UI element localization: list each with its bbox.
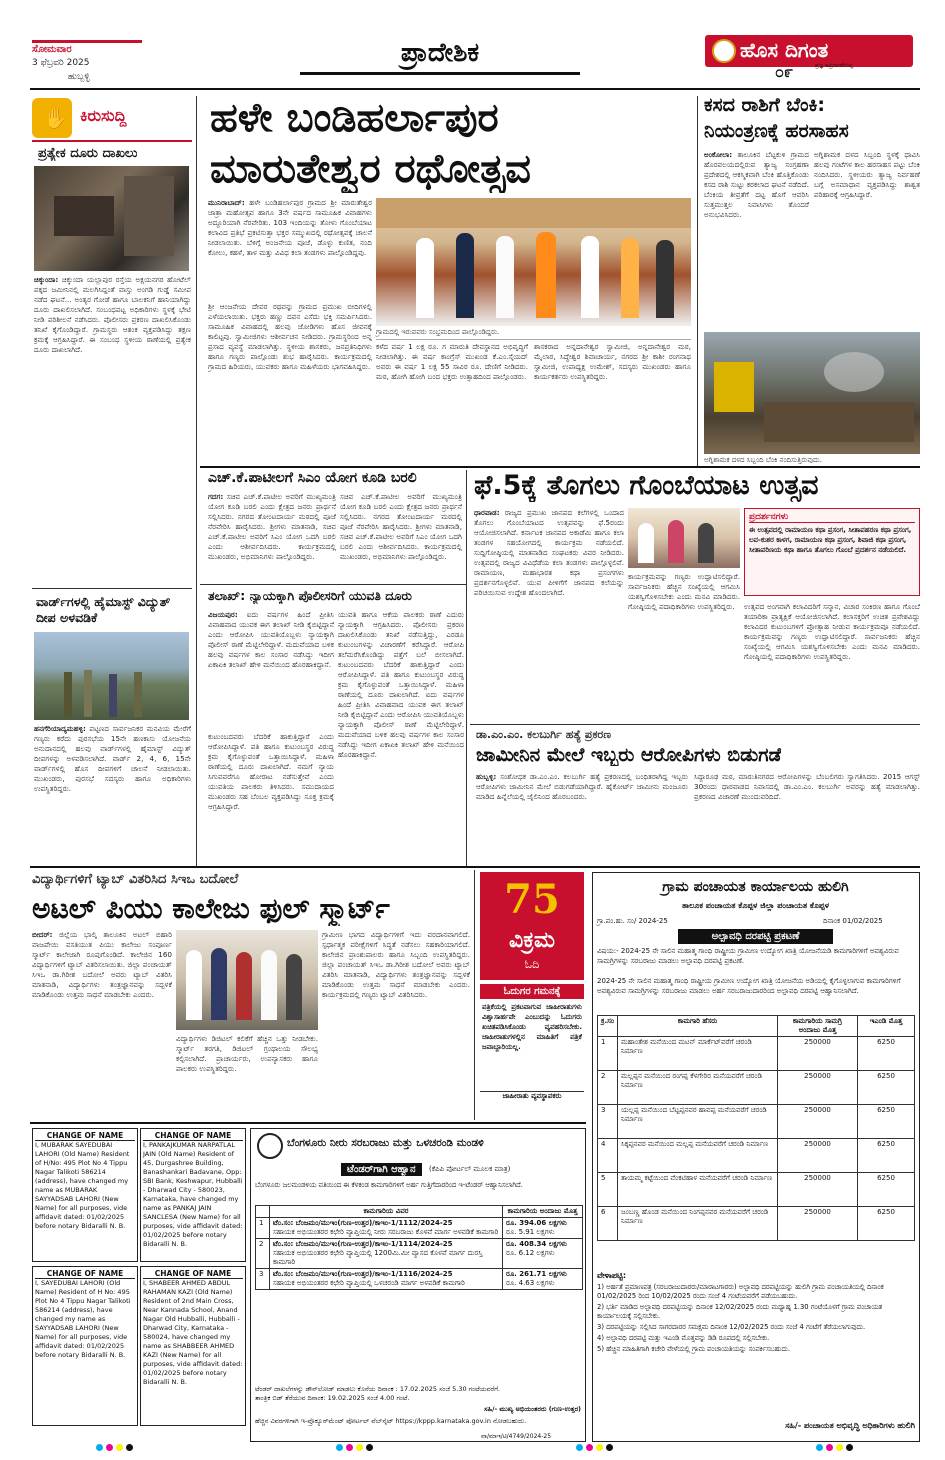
gombeyata-headline: ಫೆ.5ಕ್ಕೆ ತೊಗಲು ಗೊಂಬೆಯಾಟ ಉತ್ಸವ <box>474 470 819 501</box>
header-city: ಹುಬ್ಬಳ್ಳಿ <box>68 72 90 82</box>
lead-col-3 <box>376 342 528 462</box>
panchayat-intro-2: 2024-25 ನೇ ಸಾಲಿನ ಮಹಾತ್ಮ ಗಾಂಧಿ ರಾಷ್ಟ್ರೀಯ ಗ್ರಾಮೀಣ ಉದ್ಯೋಗ ಖಾತ್ರಿ ಯೋಜನೆಯ ಅಡಿಯಲ್ಲಿ ಕೈಗೊಳ್ಳಲಾಗುವ ಕಾಮಗಾರಿಗಳಿಗೆ ಅವಶ್ಯವಿರುವ ಸಾಮಗ್ರಿಗಳನ್ನು ಸರಬರಾಜು ಮಾಡಲು ಅರ್ಹ ಸರಬರಾಜುದಾರರಿಂದ ಅಲ್ಪಾವಧಿ ದರಪಟ್ಟಿ ಆಹ್ವಾನಿಸಲಾಗಿದೆ. <box>597 977 901 995</box>
patil-body-cont: ಸಚಿವ ಎಚ್.ಕೆ.ಪಾಟೀಲ ಅವರಿಗೆ ಮುಖ್ಯಮಂತ್ರಿ ಯೋಗ ಕೂಡಿ ಬರಲಿ ಎಂದು ಕ್ಷೇತ್ರದ ಜನರು ಪ್ರಾರ್ಥನೆ ಸಲ್ಲಿಸಿದರು. ನಗರದ ತೋಂಟದಾರ್ಯ ಮಠದಲ್ಲಿ ಪೂಜೆ ನೆರವೇರಿಸಿ ಹಾರೈಸಿದರು. ಶ್ರೀಗಳು ಮಾತನಾಡಿ, ಸಚಿವ ಎಚ್.ಕೆ.ಪಾಟೀಲ ಅವರಿಗೆ ಸಿಎಂ ಯೋಗ ಒದಗಿ ಬರಲಿ ಎಂದು ಆಶೀರ್ವದಿಸಿದರು. ಕಾರ್ಯಕ್ರಮದಲ್ಲಿ ಮುಖಂಡರು, ಅಭಿಮಾನಿಗಳು ಪಾಲ್ಗೊಂಡಿದ್ದರು. <box>340 492 462 561</box>
name-change-title: CHANGE OF NAME <box>143 1269 243 1279</box>
section-title: ಪ್ರಾದೇಶಿಕ <box>400 38 480 68</box>
kasada-body-2: ಅಗ್ನಿಶಾಮಕ ದಳದ ಸಿಬ್ಬಂದಿ ಸ್ಥಳಕ್ಕೆ ಧಾವಿಸಿ ಹಲವು ಗಂಟೆಗಳ ಕಾಲ ಹರಸಾಹಸ ಪಟ್ಟು ಬೆಂಕಿ ನಂದಿಸಿದರು. ಸ್ಥಳೀಯರು ತ್ಯಾಜ್ಯ ನಿರ್ವಹಣೆ ಬಗ್ಗೆ ಅಸಮಾಧಾನ ವ್ಯಕ್ತಪಡಿಸಿದ್ದು ಶಾಶ್ವತ ಪರಿಹಾರಕ್ಕೆ ಆಗ್ರಹಿಸಿದ್ದಾರೆ. <box>814 150 920 199</box>
tender-title: ಟೆಂಡರ್‌ಗಾಗಿ ಆಹ್ವಾನ <box>341 1163 422 1176</box>
col-work: ಕಾಮಗಾರಿ ಹೆಸರು <box>618 1016 778 1037</box>
table-row: 3 ಟೆಂ.ಸಂ: ಬೆಂಜಮಂ/ಮುಇಂ(ಗುಣ-ಉತ್ತರ)/ಕಾಇಂ-1/1116/2024-25 ಸಹಾಯಕ ಅಭಿಯಂತರರ ಕಛೇರಿ ವ್ಯಾಪ್ತಿಯಲ್ಲಿ ಒಳಚರಂಡಿ ಮಾರ್ಗ ಅಳವಡಿಕೆ ಕಾಮಗಾರಿ ರೂ. 261.71 ಲಕ್ಷಗಳು ರೂ. 4.63 ಲಕ್ಷಗಳು <box>256 1269 583 1290</box>
talluk-col-2 <box>338 610 464 860</box>
atal-rule <box>474 870 475 1120</box>
atal-col-3 <box>322 930 470 1116</box>
kasada-photo <box>704 332 920 454</box>
ads-rule <box>30 1122 586 1124</box>
talluk-dateline: ವಿಜಯಪುರ: <box>208 610 238 619</box>
kasada-dateline: ಅಂಕೋಲಾ: <box>704 150 733 159</box>
lead-dateline: ಮುನಿರಾಬಾದ್: <box>208 198 245 207</box>
schedule-item: 1) ಅರ್ಹತೆ ಪ್ರಮಾಣಪತ್ರ (ಸರಬರಾಜುದಾರರು/ಮಾರಾಟಗಾರರು) ಅಲ್ಪಾವಧಿ ದರಪಟ್ಟಿಯನ್ನು ಹುಲಿಗಿ ಗ್ರಾಮ ಪಂಚಾಯತಿಯಲ್ಲಿ ದಿನಾಂಕ 01/02/2025 ರಿಂದ 10/02/2025 ರಂದು ಸಂಜೆ 4 ಗಂಟೆಯವರೆಗೆ ಪಡೆಯಬಹುದು. <box>597 1283 884 1300</box>
gombeyata-body-3: ಕಾರ್ಯಕ್ರಮವನ್ನು ಗಣ್ಯರು ಉದ್ಘಾಟಿಸಲಿದ್ದಾರೆ. ಸಾರ್ವಜನಿಕರು ಹೆಚ್ಚಿನ ಸಂಖ್ಯೆಯಲ್ಲಿ ಆಗಮಿಸಿ ಯಶಸ್ವಿಗೊಳಿಸಬೇಕು ಎಂದು ಮನವಿ ಮಾಡಿದರು. ಗೋಷ್ಠಿಯಲ್ಲಿ ಪದಾಧಿಕಾರಿಗಳು ಉಪಸ್ಥಿತರಿದ್ದರು. <box>628 572 740 611</box>
talluk-col-1 <box>208 610 334 728</box>
gombeyata-body-4b: ಕಾರ್ಯಕ್ರಮವನ್ನು ಗಣ್ಯರು ಉದ್ಘಾಟಿಸಲಿದ್ದಾರೆ. ಸಾರ್ವಜನಿಕರು ಹೆಚ್ಚಿನ ಸಂಖ್ಯೆಯಲ್ಲಿ ಆಗಮಿಸಿ ಯಶಸ್ವಿಗೊಳಿಸಬೇಕು ಎಂದು ಮನವಿ ಮಾಡಿದರು. ಗೋಷ್ಠಿಯಲ್ಲಿ ಪದಾಧಿಕಾರಿಗಳು ಉಪಸ್ಥಿತರಿದ್ದರು. <box>744 632 920 661</box>
name-change-4 <box>140 1266 246 1426</box>
schedule-title: ವೇಳಾಪಟ್ಟಿ: <box>597 1271 627 1280</box>
vikrama-tag: ಓದಿ <box>524 958 540 971</box>
reader-box <box>480 984 584 1116</box>
patil-col-1 <box>208 492 336 580</box>
name-change-body: I, MUBARAK SAYEDUBAI LAHORI (Old Name) Resident of H/No: 495 Plot No 4 Tippu Nagar Talikoti 586214 (address), have changed my name as MUBARAK SAYYADSAB LAHORI (New Name) for all purposes, vide affidavit dated: 01/02/2025 before notary Bidaralli N. B. <box>35 1141 130 1230</box>
fire-damage-photo <box>34 166 189 271</box>
name-change-3 <box>32 1266 138 1426</box>
kasada-col-1 <box>704 150 809 345</box>
patil-body: ಸಚಿವ ಎಚ್.ಕೆ.ಪಾಟೀಲ ಅವರಿಗೆ ಮುಖ್ಯಮಂತ್ರಿ ಯೋಗ ಕೂಡಿ ಬರಲಿ ಎಂದು ಕ್ಷೇತ್ರದ ಜನರು ಪ್ರಾರ್ಥನೆ ಸಲ್ಲಿಸಿದರು. ನಗರದ ತೋಂಟದಾರ್ಯ ಮಠದಲ್ಲಿ ಪೂಜೆ ನೆರವೇರಿಸಿ ಹಾರೈಸಿದರು. ಶ್ರೀಗಳು ಮಾತನಾಡಿ, ಸಚಿವ ಎಚ್.ಕೆ.ಪಾಟೀಲ ಅವರಿಗೆ ಸಿಎಂ ಯೋಗ ಒದಗಿ ಬರಲಿ ಎಂದು ಆಶೀರ್ವದಿಸಿದರು. ಕಾರ್ಯಕ್ರಮದಲ್ಲಿ ಮುಖಂಡರು, ಅಭಿಮಾನಿಗಳು ಪಾಲ್ಗೊಂಡಿದ್ದರು. <box>208 492 336 561</box>
name-change-title: CHANGE OF NAME <box>143 1131 243 1141</box>
kirusuddi-label: ಕಿರುಸುದ್ದಿ <box>80 106 127 125</box>
mid-rule-3 <box>470 724 920 725</box>
tender-col-desc: ಕಾಮಗಾರಿಯ ವಿವರ <box>270 1206 503 1218</box>
atal-body-4b: ಜಿಲ್ಲಾ ಪಂಚಾಯತ್ ಸಿಇಒ ಡಾ.ಗಿರೀಶ ಬದೋಲೆ ಅವರು ಟ್ಯಾಬ್ ವಿತರಿಸಿ ಮಾತನಾಡಿ, ವಿದ್ಯಾರ್ಥಿಗಳು ತಂತ್ರಜ್ಞಾನವನ್ನು ಸದ್ಬಳಕೆ ಮಾಡಿಕೊಂಡು ಉತ್ತಮ ಸಾಧನೆ ಮಾಡಬೇಕು ಎಂದರು. <box>322 960 470 989</box>
reader-title: ಓದುಗರ ಗಮನಕ್ಕೆ <box>480 984 584 999</box>
atal-dateline: ಬೀದರ್: <box>32 930 53 939</box>
name-change-body: I, PANKAJKUMAR NARPATLAL JAIN (Old Name) Resident of 45, Durgashree Building, Banashankari Badavane, Opp: SBI Bank, Keshwapur, Hubballi - Dharwad City - 580023, Karnataka, have changed my name as PANKAJ JAIN SANCLESA (New Name) for all purposes, vide affidavit dated: 01/02/2025 before notary Bidaralli N. B. <box>143 1141 243 1248</box>
atal-col-2 <box>176 1034 318 1116</box>
table-row: 1 ಟೆಂ.ಸಂ: ಬೆಂಜಮಂ/ಮುಇಂ(ಗುಣ-ಉತ್ತರ)/ಕಾಇಂ-1/1112/2024-25 ಸಹಾಯಕ ಅಭಿಯಂತರರ ಕಛೇರಿ ವ್ಯಾಪ್ತಿಯಲ್ಲಿ ನೀರು ಸರಬರಾಜು ಕೊಳವೆ ಮಾರ್ಗ ಅಳವಡಿಕೆ ಕಾಮಗಾರಿ ರೂ. 394.06 ಲಕ್ಷಗಳು ರೂ. 5.91 ಲಕ್ಷಗಳು <box>256 1218 583 1239</box>
sidebox-body: ಈ ಉತ್ಸವದಲ್ಲಿ ರಾಮಾಯಣ ಕಥಾ ಪ್ರಸಂಗ, ಸೀತಾಪಹರಣ ಕಥಾ ಪ್ರಸಂಗ, ಲವ-ಕುಶರ ಕಾಳಗ, ರಾಮಾಯಣ ಕಥಾ ಪ್ರಸಂಗ, ಶಿವಾಜಿ ಕಥಾ ಪ್ರಸಂಗ, ಸೀತಾಪರಿಣಯ ಕಥಾ ಹಾಗೂ ತೊಗಲು ಗೊಂಬೆ ಪ್ರದರ್ಶನ ನಡೆಯಲಿದೆ. <box>749 526 912 554</box>
kalburgi-col-1 <box>476 772 688 860</box>
table-row: 3 ಯಲ್ಲಪ್ಪ ಮನೆಯಿಂದ ಬೆಟ್ಟಪ್ಪನವರ ಹಾವಪ್ಪ ಮನೆಯವರೆಗೆ ಚರಂಡಿ ನಿರ್ಮಾಣ 250000 6250 <box>598 1105 915 1139</box>
lead-col-4 <box>534 342 691 462</box>
kalburgi-headline: ಜಾಮೀನಿನ ಮೇಲೆ ಇಬ್ಬರು ಆರೋಪಿಗಳು ಬಿಡುಗಡೆ <box>476 744 782 766</box>
kalburgi-dateline: ಹುಬ್ಬಳ್ಳಿ: <box>476 772 497 781</box>
atal-body-2: ಜಿಲ್ಲಾ ಪಂಚಾಯತ್ ಸಿಇಒ ಡಾ.ಗಿರೀಶ ಬದೋಲೆ ಅವರು ಟ್ಯಾಬ್ ವಿತರಿಸಿ ಮಾತನಾಡಿ, ವಿದ್ಯಾರ್ಥಿಗಳು ತಂತ್ರಜ್ಞಾನವನ್ನು ಸದ್ಬಳಕೆ ಮಾಡಿಕೊಂಡು ಉತ್ತಮ ಸಾಧನೆ ಮಾಡಬೇಕು ಎಂದರು. <box>32 960 172 999</box>
talluk-body-1: ಐದು ವರ್ಷಗಳ ಹಿಂದೆ ಪ್ರೀತಿಸಿ ವಿವಾಹವಾದ ಯುವಕ ಈಗ ತಲಾಖ್ ನೀಡಿ ಕೈಬಿಟ್ಟಿದ್ದಾನೆ ಎಂದು ಆರೋಪಿಸಿ ಯುವತಿಯೊಬ್ಬಳು ನ್ಯಾಯಕ್ಕಾಗಿ ಪೊಲೀಸ್ ಠಾಣೆ ಮೆಟ್ಟಿಲೇರಿದ್ದಾಳೆ. ಮದುವೆಯಾದ ಬಳಿಕ ಹಲವು ವರ್ಷಗಳ ಕಾಲ ಸಂಸಾರ ನಡೆಸಿದ್ದು ಇದೀಗ ಏಕಾಏಕಿ ತಲಾಖ್ ಹೇಳಿ ಮನೆಯಿಂದ ಹೊರಹಾಕಿದ್ದಾನೆ. <box>208 610 334 669</box>
vikrama-number: 75 <box>504 876 560 923</box>
talluk-col-1b <box>208 732 334 860</box>
table-row: 2 ಟೆಂ.ಸಂ: ಬೆಂಜಮಂ/ಮುಇಂ(ಗುಣ-ಉತ್ತರ)/ಕಾಇಂ-1/1114/2024-25 ಸಹಾಯಕ ಅಭಿಯಂತರರ ಕಛೇರಿ ವ್ಯಾಪ್ತಿಯಲ್ಲಿ 1200ಮಿ.ಮೀ ವ್ಯಾಸದ ಕೊಳವೆ ಮಾರ್ಗ ದುರಸ್ತಿ ಕಾಮಗಾರಿ ರೂ. 408.34 ಲಕ್ಷಗಳು ರೂ. 6.12 ಲಕ್ಷಗಳು <box>256 1239 583 1269</box>
hand-icon: ✋ <box>43 106 68 130</box>
panchayat-signature: ಸಹಿ/- ಪಂಚಾಯತ ಅಭಿವೃದ್ಧಿ ಅಧಿಕಾರಿಗಳು ಹುಲಿಗಿ <box>785 1421 915 1430</box>
panchayat-date: ದಿನಾಂಕ 01/02/2025 <box>823 917 883 925</box>
lead-body-2: ಶ್ರೀ ಆಂಜನೇಯ ದೇವರ ರಥವನ್ನು ಗ್ರಾಮದ ಪ್ರಮುಖ ಬೀದಿಗಳಲ್ಲಿ ಎಳೆಯಲಾಯಿತು. ಭಕ್ತರು ಹಣ್ಣು ದವನ ಎಸೆದು ಭಕ್ತಿ ಸಮರ್ಪಿಸಿದರು. ಸಾಮೂಹಿಕ ವಿವಾಹದಲ್ಲಿ ಹಲವು ಜೋಡಿಗಳು ಹೊಸ ಜೀವನಕ್ಕೆ ಕಾಲಿಟ್ಟವು. ಸ್ವಾಮೀಜಿಗಳು ಆಶೀರ್ವಚನ ನೀಡಿದರು. <box>208 302 372 341</box>
tender-footer-1: ಟೆಂಡರ್ ದಾಖಲೆಗಳನ್ನು ಡೌನ್‌ಲೋಡ್ ಮಾಡಲು ಕೊನೆಯ ದಿನಾಂಕ : 17.02.2025 ಸಂಜೆ 5.30 ಗಂಟೆಯವರೆಗೆ. ತಾಂತ್ರಿಕ ಬಿಡ್ ತೆರೆಯುವ ದಿನಾಂಕ: 19.02.2025 ಸಂಜೆ 4.00 ಗಂಟೆ. <box>255 1385 501 1402</box>
talluk-headline: ತಲಾಖ್: ನ್ಯಾಯಕ್ಕಾಗಿ ಪೊಲೀಸರಿಗೆ ಯುವತಿ ದೂರು <box>208 588 412 603</box>
lead-body-1: ಹಳೇ ಬಂಡಿಹರ್ಲಾಪುರ ಗ್ರಾಮದ ಶ್ರೀ ಮಾರುತೇಶ್ವರ ಜಾತ್ರಾ ಮಹೋತ್ಸವ ಹಾಗೂ 3ನೇ ವರ್ಷದ ಸಾಮೂಹಿಕ ವಿವಾಹಗಳು ಅದ್ದೂರಿಯಾಗಿ ನೆರವೇರಿತು. 103 ಇಂದಿಯನ್ನು ತೋಳು ಗೊಂಬೆಯಾಟ ಕಲಾವಿದ ಪ್ರತಿಭೆ ಪ್ರಕಟಿಸುತ್ತಾ ಭಕ್ತರ ಸಮ್ಮುಖದಲ್ಲಿ ರಥೋತ್ಸವಕ್ಕೆ ಚಾಲನೆ ನೀಡಲಾಯಿತು. ಬೆಳಿಗ್ಗೆ ಅಂಜನೇಯ ಪೂಜೆ, ಡೊಳ್ಳು ಕುಣಿತ, ನಂದಿ ಕೋಲು, ಕಹಳೆ, ತಾಳ ಮತ್ತು ವಿವಿಧ ಕಲಾ ತಂಡಗಳು ಪಾಲ್ಗೊಂಡಿದ್ದವು. <box>208 198 372 257</box>
talluk-body-2b: ಕುಟುಂಬದವರು ಬೆದರಿಕೆ ಹಾಕುತ್ತಿದ್ದಾರೆ ಎಂದು ಆರೋಪಿಸಿದ್ದಾಳೆ. ಪತಿ ಹಾಗೂ ಕುಟುಂಬಸ್ಥರ ವಿರುದ್ಧ ಕ್ರಮ ಕೈಗೊಳ್ಳುವಂತೆ ಒತ್ತಾಯಿಸಿದ್ದಾಳೆ. ಮಹಿಳಾ ಠಾಣೆಯಲ್ಲಿ ದೂರು ದಾಖಲಾಗಿದೆ. <box>338 660 464 699</box>
talluk-body-3: ಯುವತಿ ಹಾಗೂ ಆಕೆಯ ಪಾಲಕರು ಠಾಣೆ ಎದುರು ನ್ಯಾಯಕ್ಕಾಗಿ ಆಗ್ರಹಿಸಿದರು. ಪೊಲೀಸರು ಪ್ರಕರಣ ದಾಖಲಿಸಿಕೊಂಡು ತನಿಖೆ ನಡೆಸುತ್ತಿದ್ದು, ಎರಡೂ ಕುಟುಂಬಗಳನ್ನು ವಿಚಾರಣೆಗೆ ಕರೆಸಿದ್ದಾರೆ. ಆರೋಪಿ ತಲೆಮರೆಸಿಕೊಂಡಿದ್ದು ಪತ್ತೆಗೆ ಬಲೆ ಬೀಸಲಾಗಿದೆ. <box>338 610 464 659</box>
lead-body-3: ಗ್ರಾಮಸ್ಥರಿಂದ ಅನ್ನ ಪ್ರಸಾದ ವ್ಯವಸ್ಥೆ ಮಾಡಲಾಗಿತ್ತು. ಸ್ಥಳೀಯ ಶಾಸಕರು, ಜನಪ್ರತಿನಿಧಿಗಳು ಹಾಗೂ ಗಣ್ಯರು ಪಾಲ್ಗೊಂಡು ಶುಭ ಹಾರೈಸಿದರು. ಕಾರ್ಯಕ್ರಮದಲ್ಲಿ ಗ್ರಾಮದ ಹಿರಿಯರು, ಯುವಕರು ಹಾಗೂ ಮಹಿಳೆಯರು ಭಾಗವಹಿಸಿದ್ದರು. <box>208 332 372 371</box>
lead-col-2 <box>208 302 372 462</box>
hymast-body <box>34 724 191 858</box>
reader-footer: ಜಾಹೀರಾತು ವ್ಯವಸ್ಥಾಪಕರು <box>480 1091 584 1101</box>
tender-code: ವಾ/ಮಾಇ/ಟಿ/4749/2024-25 <box>481 1433 552 1440</box>
section-underline <box>300 72 580 75</box>
masthead-logo-icon <box>712 39 736 63</box>
table-row: 5 ತಾಯಮ್ಮ ಕಟ್ಟೆಯಿಂದ ವೆಂಕಟಿಹಾಳ ಮನೆಯವರೆಗೆ ಚರಂಡಿ ನಿರ್ಮಾಣ 250000 6250 <box>598 1173 915 1207</box>
atal-col-1 <box>32 930 172 1116</box>
center-right-rule <box>697 96 698 466</box>
atal-headline: ಅಟಲ್ ಪಿಯು ಕಾಲೇಜು ಫುಲ್ ಸ್ಮಾರ್ಟ್ <box>32 892 390 925</box>
atal-body-1: ಜಿಲ್ಲೆಯ ಭಾಲ್ಕಿ ತಾಲೂಕಿನ ಅಟಲ್ ಬಿಹಾರಿ ವಾಜಪೇಯಿ ವಸತಿಯುತ ಪಿಯು ಕಾಲೇಜು ಸಂಪೂರ್ಣ ಸ್ಮಾರ್ಟ್ ಕಾಲೇಜಾಗಿ ರೂಪುಗೊಂಡಿದೆ. ಕಾಲೇಜಿನ 160 ವಿದ್ಯಾರ್ಥಿಗಳಿಗೆ ಟ್ಯಾಬ್ ವಿತರಿಸಲಾಯಿತು. <box>32 930 172 969</box>
kasada-caption: ಅಗ್ನಿಶಾಮಕ ದಳದ ಸಿಬ್ಬಂದಿ ಬೆಂಕಿ ನಂದಿಸುತ್ತಿರುವುದು. <box>704 456 822 464</box>
hymast-dateline: ಹನಗೆರಿಯಾದ್ಯಮಹಳ್ಳಿ: <box>34 724 86 733</box>
gombeyata-col-3 <box>744 602 920 718</box>
schedule-item: 5) ಹೆಚ್ಚಿನ ಮಾಹಿತಿಗಾಗಿ ಕಚೇರಿ ವೇಳೆಯಲ್ಲಿ ಗ್ರಾಮ ಪಂಚಾಯತಿಯನ್ನು ಸಂಪರ್ಕಿಸಬಹುದು. <box>597 1345 791 1353</box>
kalburgi-kicker: ಡಾ.ಎಂ.ಎಂ. ಕಲಬುರ್ಗಿ ಹತ್ಯೆ ಪ್ರಕರಣ <box>476 728 612 741</box>
left-divider-1 <box>32 588 192 589</box>
vikrama-name: ವಿಕ್ರಮ <box>509 928 555 953</box>
panchayat-ref: ಗ್ರಾ.ಪಂ.ಹು. ಸಂ/ 2024-25 <box>597 917 668 925</box>
lead-headline-1: ಹಳೇ ಬಂಡಿಹರ್ಲಾಪುರ <box>210 95 499 141</box>
patil-headline: ಎಚ್.ಕೆ.ಪಾಟೀಲಗೆ ಸಿಎಂ ಯೋಗ ಕೂಡಿ ಬರಲಿ <box>208 470 417 486</box>
schedule-item: 4) ಅಲ್ಪಾವಧಿ ದರಪಟ್ಟಿ ಮತ್ತು ಇಎಂಡಿ ಮೊತ್ತವನ್ನು ಡಿಡಿ ರೂಪದಲ್ಲಿ ಸಲ್ಲಿಸಬೇಕು. <box>597 1334 770 1342</box>
panchayat-notice <box>592 872 920 1442</box>
lead-photo <box>376 198 691 326</box>
kirusuddi-body <box>34 275 191 580</box>
tender-table <box>255 1205 583 1290</box>
lead-col-1 <box>208 198 372 298</box>
mid-rule-1 <box>200 466 920 468</box>
tender-rows <box>256 1218 583 1290</box>
gombeyata-col-1 <box>474 508 624 718</box>
masthead-title: ಹೊಸ ದಿಗಂತ <box>740 38 829 62</box>
tender-subtitle: (ಕೆಪಿಪಿ ಪೋರ್ಟಲ್ ಮೂಲಕ ಮಾತ್ರ) <box>429 1165 511 1173</box>
gombeyata-body-1: ರಾಜ್ಯದ ಪ್ರಮುಖ ಜಾನಪದ ಕಲೆಗಳಲ್ಲಿ ಒಂದಾದ ತೊಗಲು ಗೊಂಬೆಯಾಟದ ಉತ್ಸವವನ್ನು ಫೆ.5ರಂದು ಆಯೋಜಿಸಲಾಗಿದೆ. ಕರ್ನಾಟಕ ಜಾನಪದ ಅಕಾಡೆಮಿ ಹಾಗೂ ಕಲಾ ತಂಡಗಳ ಸಹಯೋಗದಲ್ಲಿ ಕಾರ್ಯಕ್ರಮ ನಡೆಯಲಿದೆ. ಸುದ್ದಿಗೋಷ್ಠಿಯಲ್ಲಿ ಮಾತನಾಡಿದ ಸಂಘಟಕರು ವಿವರ ನೀಡಿದರು. <box>474 508 624 557</box>
col-amount: ಕಾಮಗಾರಿಯ ಸಾಮಗ್ರಿ ಅಂದಾಜು ಮೊತ್ತ <box>778 1016 858 1037</box>
hymast-text: ಪಟ್ಟಣದ ಸಾರ್ವಜನಿಕರ ಮನವಿಯ ಮೇರೆಗೆ ಗಣ್ಯರು ಕರೆದು ಪುರಸಭೆಯ 15ನೇ ಹಣಕಾಸು ಯೋಜನೆಯ ಅನುದಾನದಲ್ಲಿ ಹಲವು ವಾರ್ಡ್‌ಗಳಲ್ಲಿ ಹೈಮಾಸ್ಟ್ ವಿದ್ಯುತ್ ದೀಪಗಳನ್ನು ಅಳವಡಿಸಲಾಗಿದೆ. ವಾರ್ಡ್ 2, 4, 6, 15ನೇ ವಾರ್ಡ್‌ಗಳಲ್ಲಿ ಹೊಸ ದೀಪಗಳಿಗೆ ಚಾಲನೆ ನೀಡಲಾಯಿತು. ಮುಖಂಡರು, ಪುರಸಭೆ ಸದಸ್ಯರು ಹಾಗೂ ಅಧಿಕಾರಿಗಳು ಉಪಸ್ಥಿತರಿದ್ದರು. <box>34 724 191 793</box>
masthead-tagline: ಪ್ರಜ್ಞ ಅಪ್ರಿಯವೇನಿಲ್ಲ <box>815 62 854 69</box>
kasada-body-1: ತಾಲೂಕಿನ ಬೆಟ್ಟಕುಳಿ ಗ್ರಾಮದ ಹೊರವಲಯದಲ್ಲಿರುವ ತ್ಯಾಜ್ಯ ಸಂಗ್ರಹಣಾ ಪ್ರದೇಶದಲ್ಲಿ ಆಕಸ್ಮಿಕವಾಗಿ ಬೆಂಕಿ ಹೊತ್ತಿಕೊಂಡು ಕಸದ ರಾಶಿ ಸುಟ್ಟು ಕರಕಲಾದ ಘಟನೆ ನಡೆದಿದೆ. ಬೆಂಕಿಯ ತೀವ್ರತೆಗೆ ದಟ್ಟ ಹೊಗೆ ಆವರಿಸಿ ಸುತ್ತಮುತ್ತಲ ನಿವಾಸಿಗಳು ತೊಂದರೆ ಅನುಭವಿಸಿದರು. <box>704 150 809 219</box>
atal-kicker: ವಿದ್ಯಾರ್ಥಿಗಳಿಗೆ ಟ್ಯಾಬ್ ವಿತರಿಸಿದ ಸಿಇಒ ಬದೋಲೆ <box>32 872 239 887</box>
kasada-col-2 <box>814 150 920 328</box>
talluk-body-4: ನಮಗೆ ನ್ಯಾಯ ಸಿಗುವವರೆಗೂ ಹೋರಾಟ ನಡೆಸುತ್ತೇವೆ ಎಂದು ಯುವತಿಯ ಪಾಲಕರು ತಿಳಿಸಿದರು. ಸಮುದಾಯದ ಮುಖಂಡರು ಸಹ ಬೆಂಬಲ ವ್ಯಕ್ತಪಡಿಸಿದ್ದು ಸೂಕ್ತ ಕ್ರಮಕ್ಕೆ ಆಗ್ರಹಿಸಿದ್ದಾರೆ. <box>208 762 334 811</box>
kalburgi-body-2: ಸಿದ್ದಾರೂಢ ಮಠ, ಮಾರುತಿನಗರದ ಆರೋಪಿಗಳನ್ನು ಬೆಂಬಲಿಗರು ಸ್ವಾಗತಿಸಿದರು. 2015 ಆಗಸ್ಟ್ 30ರಂದು ಧಾರವಾಡದ ನಿವಾಸದಲ್ಲಿ ಡಾ.ಎಂ.ಎಂ. ಕಲಬುರ್ಗಿ ಅವರನ್ನು ಹತ್ಯೆ ಮಾಡಲಾಗಿತ್ತು. ಪ್ರಕರಣದ ವಿಚಾರಣೆ ಮುಂದುವರಿದಿದೆ. <box>694 772 920 801</box>
bottom-section-rule <box>30 866 920 868</box>
gombeyata-body-2: ಉತ್ಸವದಲ್ಲಿ ರಾಜ್ಯದ ವಿವಿಧೆಡೆಯ ಕಲಾ ತಂಡಗಳು ಪಾಲ್ಗೊಳ್ಳಲಿವೆ. ರಾಮಾಯಣ, ಮಹಾಭಾರತ ಕಥಾ ಪ್ರಸಂಗಗಳು ಪ್ರದರ್ಶನಗೊಳ್ಳಲಿವೆ. ಯುವ ಪೀಳಿಗೆಗೆ ಜಾನಪದ ಕಲೆಯನ್ನು ಪರಿಚಯಿಸುವ ಉದ್ದೇಶ ಹೊಂದಲಾಗಿದೆ. <box>474 558 624 597</box>
tender-sign: ಸಹಿ/- ಮುಖ್ಯ ಅಭಿಯಂತರರು (ಗುಣ-ಉತ್ತರ) <box>484 1405 581 1413</box>
kasada-headline-2: ನಿಯಂತ್ರಣಕ್ಕೆ ಹರಸಾಹಸ <box>704 120 849 142</box>
schedule-list <box>597 1283 915 1356</box>
panchayat-intro: ವಿಷಯ:- 2024-25 ನೇ ಸಾಲಿನ ಮಹಾತ್ಮ ಗಾಂಧಿ ರಾಷ್ಟ್ರೀಯ ಗ್ರಾಮೀಣ ಉದ್ಯೋಗ ಖಾತ್ರಿ ಯೋಜನೆಯಡಿ ಕಾಮಗಾರಿಗಳಿಗೆ ಅವಶ್ಯವಿರುವ ಸಾಮಗ್ರಿಗಳನ್ನು ಸರಬರಾಜು ಮಾಡಲು ಅಲ್ಪಾವಧಿ ದರಪಟ್ಟಿ ಪ್ರಕಟಣೆ. <box>597 947 899 965</box>
talluk-body-1b: ಐದು ವರ್ಷಗಳ ಹಿಂದೆ ಪ್ರೀತಿಸಿ ವಿವಾಹವಾದ ಯುವಕ ಈಗ ತಲಾಖ್ ನೀಡಿ ಕೈಬಿಟ್ಟಿದ್ದಾನೆ ಎಂದು ಆರೋಪಿಸಿ ಯುವತಿಯೊಬ್ಬಳು ನ್ಯಾಯಕ್ಕಾಗಿ ಪೊಲೀಸ್ ಠಾಣೆ ಮೆಟ್ಟಿಲೇರಿದ್ದಾಳೆ. ಮದುವೆಯಾದ ಬಳಿಕ ಹಲವು ವರ್ಷಗಳ ಕಾಲ ಸಂಸಾರ ನಡೆಸಿದ್ದು ಇದೀಗ ಏಕಾಏಕಿ ತಲಾಖ್ ಹೇಳಿ ಮನೆಯಿಂದ ಹೊರಹಾಕಿದ್ದಾನೆ. <box>338 690 464 759</box>
page-number: ೦೯ <box>775 62 793 81</box>
vikrama-ad <box>480 872 584 980</box>
panchayat-rows <box>598 1037 915 1241</box>
kirusuddi-title: ಪ್ರತ್ಯೇಕ ದೂರು ದಾಖಲು <box>38 146 138 161</box>
talluk-body-2: ಕುಟುಂಬದವರು ಬೆದರಿಕೆ ಹಾಕುತ್ತಿದ್ದಾರೆ ಎಂದು ಆರೋಪಿಸಿದ್ದಾಳೆ. ಪತಿ ಹಾಗೂ ಕುಟುಂಬಸ್ಥರ ವಿರುದ್ಧ ಕ್ರಮ ಕೈಗೊಳ್ಳುವಂತೆ ಒತ್ತಾಯಿಸಿದ್ದಾಳೆ. ಮಹಿಳಾ ಠಾಣೆಯಲ್ಲಿ ದೂರು ದಾಖಲಾಗಿದೆ. <box>208 732 334 771</box>
panchayat-table <box>597 1015 915 1241</box>
table-row: 2 ಮಲ್ಲಪ್ಪನ ಮನೆಯಿಂದ ರಂಗಪ್ಪ ಕೆಳಗೇರಿರ ಮನೆಯವರೆಗೆ ಚರಂಡಿ ನಿರ್ಮಾಣ 250000 6250 <box>598 1071 915 1105</box>
col-sn: ಕ್ರ.ಸಂ <box>598 1016 618 1037</box>
tender-col-amt: ಕಾಮಗಾರಿಯ ಅಂದಾಜು ಮೊತ್ತ <box>503 1206 583 1218</box>
date-red-bar <box>32 40 142 43</box>
atal-body-4: ಗ್ರಾಮೀಣ ಭಾಗದ ವಿದ್ಯಾರ್ಥಿಗಳಿಗೆ ಇದು ವರದಾನವಾಗಲಿದೆ. ಸ್ಪರ್ಧಾತ್ಮಕ ಪರೀಕ್ಷೆಗಳಿಗೆ ಸಿದ್ಧತೆ ನಡೆಸಲು ಸಹಕಾರಿಯಾಗಲಿದೆ. ಕಾಲೇಜಿನ ಪ್ರಾಂಶುಪಾಲರು ಹಾಗೂ ಸಿಬ್ಬಂದಿ ಉಪಸ್ಥಿತರಿದ್ದರು. <box>322 930 470 959</box>
header-day: ಸೋಮವಾರ <box>32 44 72 55</box>
sidebox-title: ಪ್ರದರ್ಶನಗಳು <box>749 512 915 523</box>
schedule-item: 2) ಭರ್ತಿ ಮಾಡಿದ ಅಲ್ಪಾವಧಿ ದರಪಟ್ಟಿಯನ್ನು ದಿನಾಂಕ 12/02/2025 ರಂದು ಮಧ್ಯಾಹ್ನ 1.30 ಗಂಟೆಯೊಳಗೆ ಗ್ರಾಮ ಪಂಚಾಯತ ಕಾರ್ಯಾಲಯಕ್ಕೆ ಸಲ್ಲಿಸಬೇಕು. <box>597 1303 883 1320</box>
hymast-title: ವಾರ್ಡ್‌ಗಳಲ್ಲಿ ಹೈಮಾಸ್ಟ್ ವಿದ್ಯುತ್ ದೀಪ ಅಳವಡಿಕೆ <box>36 594 171 625</box>
name-change-1 <box>32 1128 138 1262</box>
name-change-body: I, SAYEDUBAI LAHORI (Old Name) Resident of H No: 495 Plot No 4 Tippu Nagar Talikoti 586214 (address), have changed my name as SAYYADSAB LAHORI (New Name) for all purposes, vide affidavit dated: 01/02/2025 before notary Bidaralli N. B. <box>35 1279 131 1359</box>
lead-body-5: ಶಾಸಕರಾದ ಅನ್ನದಾನೇಶ್ವರ ಸ್ವಾಮೀಜಿ, ಅನ್ನದಾನೇಶ್ವರ ಮಠ, ಮೈಲಾರ, ಸಿದ್ಧೇಶ್ವರ ಶಿವಾಚಾರ್ಯ, ನಗರದ ಶ್ರೀ ಕಾಶೀ ರಂಗನಾಥ ಸ್ವಾಮೀಜಿ, ಉಪಾಧ್ಯಕ್ಷ ಉಮೇಶ್, ಸದಸ್ಯರು ಮುಖಂಡರು ಹಾಗೂ ಕಾರ್ಯಕರ್ತರು ಉಪಸ್ಥಿತರಿದ್ದರು. <box>534 342 691 381</box>
name-change-title: CHANGE OF NAME <box>35 1269 135 1279</box>
tender-footer-2: ಹೆಚ್ಚಿನ ವಿವರಗಳಿಗಾಗಿ ಇ-ಪ್ರೊಕ್ಯೂರ್‌ಮೆಂಟ್ ಪೋರ್ಟಲ್ ವೆಬ್‌ಸೈಟ್ https://kppp.karnataka.gov.in ನೋಡಬಹುದು. <box>255 1417 527 1425</box>
patil-col-2 <box>340 492 462 580</box>
kalburgi-col-2 <box>694 772 920 860</box>
gombeyata-sidebox <box>744 508 920 596</box>
reader-body: ಪತ್ರಿಕೆಯಲ್ಲಿ ಪ್ರಕಟವಾಗುವ ಜಾಹೀರಾತುಗಳು ವಿಶ್ವಾಸಾರ್ಹವೇ ಎಂಬುದನ್ನು ಓದುಗರು ಖಚಿತಪಡಿಸಿಕೊಂಡು ವ್ಯವಹರಿಸಬೇಕು. ಜಾಹೀರಾತುಗಳಲ್ಲಿನ ಮಾಹಿತಿಗೆ ಪತ್ರಿಕೆ ಜವಾಬ್ದಾರಿಯಲ್ಲ. <box>482 1003 582 1051</box>
table-row: 1 ಮಹಾಂತೇಶ ಮನೆಯಿಂದ ಮಟನ್ ಮಾರ್ಕೆಟ್‌ವರೆಗೆ ಚರಂಡಿ ನಿರ್ಮಾಣ 250000 6250 <box>598 1037 915 1071</box>
hymast-photo <box>34 632 189 720</box>
header-rule <box>30 88 920 90</box>
gombeyata-col-2 <box>628 572 740 718</box>
kirusuddi-banner <box>32 96 192 142</box>
panchayat-title: ಗ್ರಾಮ ಪಂಚಾಯತ ಕಾರ್ಯಾಲಯ ಹುಲಿಗಿ <box>662 879 849 895</box>
table-row: 4 ಸಿಕ್ಕಪ್ಪನವರ ಮನೆಯಿಂದ ಮಲ್ಲಪ್ಪ ಮನೆಯವರೆಗೆ ಚರಂಡಿ ನಿರ್ಮಾಣ 250000 6250 <box>598 1139 915 1173</box>
mid-rule-2 <box>200 584 466 585</box>
gombeyata-dateline: ಧಾರವಾಡ: <box>474 508 500 517</box>
kirusuddi-text: ಚಿಕ್ಕುಂದಾ ಯಲ್ಲಾಪುರ ರಸ್ತೆಯ ಅಕ್ಷಯನಗರ ಹೋಟೆಲ್ ಪಕ್ಕದ ಜಮೀನಿನಲ್ಲಿ ಮಲಗಿಸಿದ್ದಂತೆ ವಾಸ್ತು ಅಂಗಡಿ ಗುಡ್ಡೆ ಸಮೀಪ ನಡೆದ ಘಟನೆ... ಅಂತ್ಯರ ಗೋಡೆ ಹಾಗೂ ಬಾಲಕನಿಗೆ ಹಾನಿಯಾಗಿದ್ದು ದೂರು ದಾಖಲಿಸಲಾಗಿದೆ. ಸಂಬಂಧಪಟ್ಟ ಅಧಿಕಾರಿಗಳು ಸ್ಥಳಕ್ಕೆ ಭೇಟಿ ನೀಡಿ ಪರಿಶೀಲನೆ ನಡೆಸಿದರು. ಪೊಲೀಸರು ಪ್ರಕರಣ ದಾಖಲಿಸಿಕೊಂಡು ತನಿಖೆ ಕೈಗೊಂಡಿದ್ದಾರೆ. ಗ್ರಾಮಸ್ಥರು ಆತಂಕ ವ್ಯಕ್ತಪಡಿಸಿದ್ದು ತಕ್ಷಣ ಕ್ರಮಕ್ಕೆ ಆಗ್ರಹಿಸಿದ್ದಾರೆ. ಈ ಸಂಬಂಧ ಸ್ಥಳೀಯ ಠಾಣೆಯಲ್ಲಿ ಪ್ರತ್ಯೇಕ ದೂರು ದಾಖಲಾಗಿದೆ. <box>34 275 191 354</box>
tender-col-sn <box>256 1206 270 1218</box>
atal-caption: ಕಾರ್ಯಕ್ರಮದಲ್ಲಿ ಗಣ್ಯರು ಟ್ಯಾಬ್ ವಿತರಿಸಿದರು. <box>322 990 428 999</box>
atal-body-3: ವಿದ್ಯಾರ್ಥಿಗಳು ಡಿಜಿಟಲ್ ಕಲಿಕೆಗೆ ಹೆಚ್ಚಿನ ಒತ್ತು ನೀಡಬೇಕು. ಸ್ಮಾರ್ಟ್ ತರಗತಿ, ಡಿಜಿಟಲ್ ಗ್ರಂಥಾಲಯ ಸೌಲಭ್ಯ ಕಲ್ಪಿಸಲಾಗಿದೆ. ಪ್ರಾಚಾರ್ಯರು, ಉಪನ್ಯಾಸಕರು ಹಾಗೂ ಪಾಲಕರು ಉಪಸ್ಥಿತರಿದ್ದರು. <box>176 1034 318 1073</box>
lead-headline-2: ಮಾರುತೇಶ್ವರ ರಥೋತ್ಸವ <box>210 146 531 192</box>
lead-caption: ಗ್ರಾಮದಲ್ಲಿ ಇರುವವರು ಸಂಭ್ರಮದಿಂದ ಪಾಲ್ಗೊಂಡಿದ್ದರು. <box>376 328 691 340</box>
header <box>0 0 945 86</box>
kalburgi-body-1: ಸಂಶೋಧಕ ಡಾ.ಎಂ.ಎಂ. ಕಲಬುರ್ಗಿ ಹತ್ಯೆ ಪ್ರಕರಣದಲ್ಲಿ ಬಂಧಿತರಾಗಿದ್ದ ಇಬ್ಬರು ಆರೋಪಿಗಳು ಜಾಮೀನಿನ ಮೇಲೆ ಬಿಡುಗಡೆಯಾಗಿದ್ದಾರೆ. ಹೈಕೋರ್ಟ್ ಜಾಮೀನು ಮಂಜೂರು ಮಾಡಿದ ಹಿನ್ನೆಲೆಯಲ್ಲಿ ಜೈಲಿನಿಂದ ಹೊರಬಂದರು. <box>476 772 688 801</box>
notice-title: ಅಲ್ಪಾವಧಿ ದರಪಟ್ಟಿ ಪ್ರಕಟಣೆ <box>678 929 833 944</box>
tender-notice <box>250 1128 586 1442</box>
name-change-2 <box>140 1128 246 1262</box>
patil-rule <box>466 470 467 866</box>
patil-dateline: ಗದಗ: <box>208 492 224 501</box>
kasada-headline-1: ಕಸದ ರಾಶಿಗೆ ಬೆಂಕಿ: <box>704 94 825 116</box>
gombeyata-body-4: ಉತ್ಸವದ ಅಂಗವಾಗಿ ಕಲಾವಿದರಿಗೆ ಸನ್ಮಾನ, ವಿಚಾರ ಸಂಕಿರಣ ಹಾಗೂ ಗೊಂಬೆ ತಯಾರಿಕಾ ಪ್ರಾತ್ಯಕ್ಷಿಕೆ ಆಯೋಜಿಸಲಾಗಿದೆ. ಕಲಾಸಕ್ತರಿಗೆ ಉಚಿತ ಪ್ರವೇಶವಿದ್ದು ಕಲಾವಿದರ ಕುಟುಂಬಗಳಿಗೆ ಪ್ರೋತ್ಸಾಹ ನೀಡುವ ಕಾರ್ಯಕ್ರಮವೂ ನಡೆಯಲಿದೆ. <box>744 602 920 631</box>
panchayat-subtitle: ತಾಲೂಕ ಪಂಚಾಯತ ಕೊಪ್ಪಳ ಜಿಲ್ಲಾ ಪಂಚಾಯತ ಕೊಪ್ಪಳ <box>682 901 829 910</box>
bwssb-logo-icon <box>257 1133 283 1159</box>
name-change-title: CHANGE OF NAME <box>35 1131 135 1141</box>
name-change-body: I, SHABEER AHMED ABDUL RAHAMAN KAZI (Old Name) Resident of 2nd Main Cross, Near Kannada School, Anand Nagar Old Hubballi, Hubballi - Dharwad City, Karnataka - 580024, have changed my name as SHABBEER AHMED KAZI (New Name) for all purposes, vide affidavit dated: 01/02/2025 before notary Bidaralli N. B. <box>143 1279 243 1386</box>
col-emd: ಇಎಂಡಿ ಮೊತ್ತ <box>858 1016 915 1037</box>
schedule-item: 3) ದರಪಟ್ಟಿಯನ್ನು ಸಲ್ಲಿಸಿದ ಸಾಗರದಾರರ ಸಮಕ್ಷಮ ದಿನಾಂಕ 12/02/2025 ರಂದು ಸಂಜೆ 4 ಗಂಟೆಗೆ ತೆರೆಯಲಾಗುವುದು. <box>597 1323 866 1331</box>
left-col-rule <box>196 96 197 866</box>
kirusuddi-dateline: ಚಿಕ್ಕುಂದಾ: <box>34 275 59 284</box>
header-date: 3 ಫೆಬ್ರವರಿ 2025 <box>32 58 90 68</box>
tender-org: ಬೆಂಗಳೂರು ನೀರು ಸರಬರಾಜು ಮತ್ತು ಒಳಚರಂಡಿ ಮಂಡಳಿ <box>287 1137 484 1149</box>
table-row: 6 ಜಂಬಣ್ಣ ಹೊಂಡ ಮನೆಯಿಂದ ನಿಂಗಪ್ಪನವರ ಮನೆಯವರೆಗೆ ಚರಂಡಿ ನಿರ್ಮಾಣ 250000 6250 <box>598 1207 915 1241</box>
gombeyata-photo <box>628 508 740 568</box>
lead-body-4: ಕಳೆದ ವರ್ಷ 1 ಲಕ್ಷ ರೂ. ಗ ಮಾರುತಿ ದೇವಸ್ಥಾನದ ಅಭಿವೃದ್ಧಿಗೆ ನೀಡಲಾಗಿತ್ತು. ಈ ವರ್ಷ ಕಾಂಗ್ರೆಸ್ ಮುಖಂಡ ಕೆ.ಎಂ.ಸೈಯದ್ ಅವರು ಈ ವರ್ಷ 1 ಲಕ್ಷ 55 ಸಾವಿರ ರೂ. ದೇಣಿಗೆ ನೀಡಿದರು. ಮಠ, ಹೋಗಿ ಹೋಗಿ ಬಂದ ಭಕ್ತರು ಉತ್ಸಾಹದಿಂದ ಪಾಲ್ಗೊಂಡರು. <box>376 342 528 381</box>
atal-photo <box>176 930 318 1030</box>
tender-intro: ಬೆಂಗಳೂರು ಜಲಮಂಡಳಿಯ ವತಿಯಿಂದ ಈ ಕೆಳಕಂಡ ಕಾಮಗಾರಿಗಳಿಗೆ ಅರ್ಹ ಗುತ್ತಿಗೆದಾರರಿಂದ ಇ-ಟೆಂಡರ್ ಆಹ್ವಾನಿಸಲಾಗಿದೆ. <box>255 1181 523 1189</box>
